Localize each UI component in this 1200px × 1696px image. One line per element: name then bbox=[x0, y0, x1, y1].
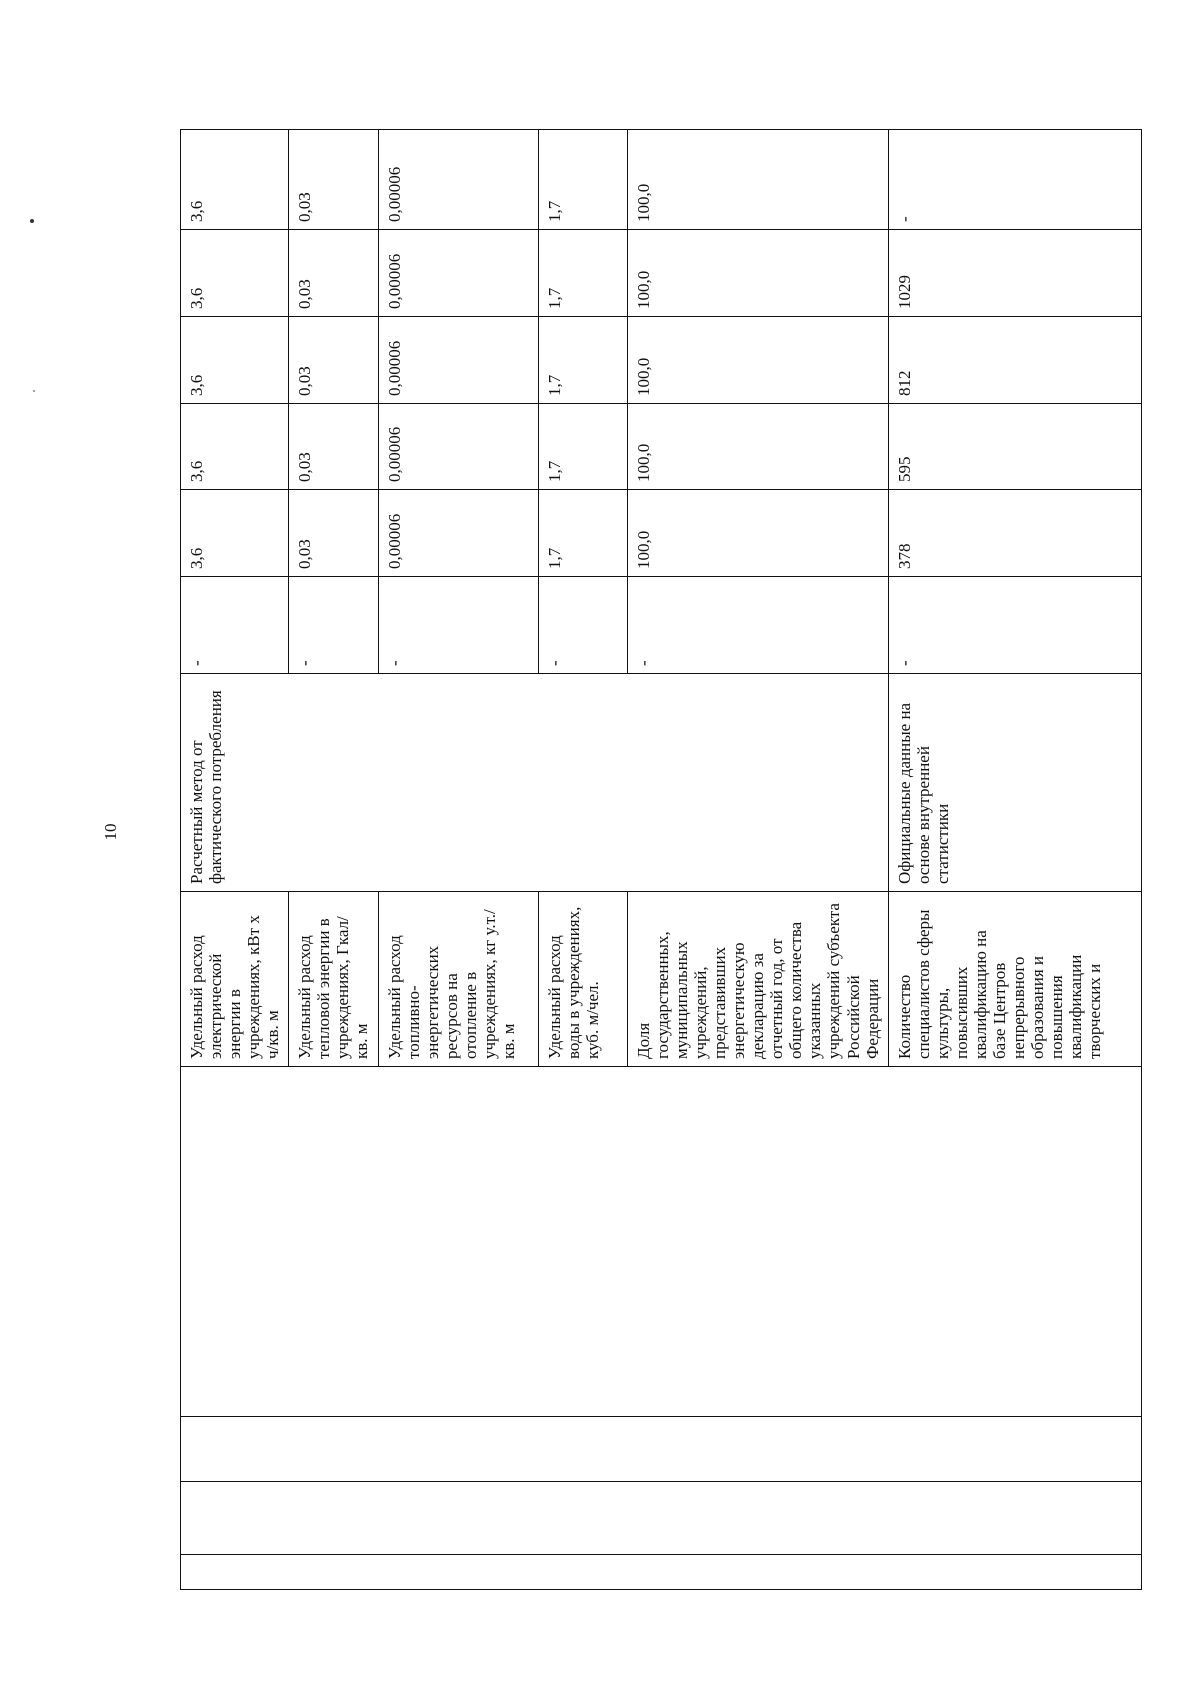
value-cell: 595 bbox=[888, 404, 1141, 490]
value-cell: 812 bbox=[888, 317, 1141, 404]
value-cell: - bbox=[539, 577, 628, 674]
scan-speck bbox=[30, 219, 34, 223]
value-cell: 100,0 bbox=[628, 404, 888, 490]
value-cell: 1,7 bbox=[539, 230, 628, 317]
indicator-cell: Удельный расход топливно-энергетических ресурсов на отопление в учреждениях, кг у.т./кв. м bbox=[379, 892, 539, 1067]
empty-cell bbox=[181, 1417, 1142, 1482]
value-cell: 100,0 bbox=[628, 317, 888, 404]
indicator-cell: Удельный расход воды в учреждениях, куб. м/чел. bbox=[539, 892, 628, 1067]
empty-cell bbox=[181, 1067, 1142, 1417]
value-cell: 0,03 bbox=[289, 317, 379, 404]
value-cell: 100,0 bbox=[628, 490, 888, 577]
value-cell: 0,00006 bbox=[379, 404, 539, 490]
value-cell: - bbox=[888, 130, 1141, 230]
value-cell: 3,6 bbox=[181, 230, 289, 317]
value-cell: - bbox=[289, 577, 379, 674]
value-cell: 1,7 bbox=[539, 317, 628, 404]
value-cell: 100,0 bbox=[628, 230, 888, 317]
rotated-table-container bbox=[180, 130, 1125, 1590]
value-cell: - bbox=[181, 577, 289, 674]
value-cell: 0,00006 bbox=[379, 230, 539, 317]
value-cell: 3,6 bbox=[181, 317, 289, 404]
value-cell: 3,6 bbox=[181, 130, 289, 230]
value-cell: 0,03 bbox=[289, 130, 379, 230]
page-number: 10 bbox=[101, 823, 120, 841]
empty-cell bbox=[181, 1555, 1142, 1590]
value-cell: 3,6 bbox=[181, 490, 289, 577]
indicator-cell: Количество специалистов сферы культуры, повысивших квалификацию на базе Центров непрерывного образования и повышения квалификации творческих и bbox=[888, 892, 1141, 1067]
value-cell: 3,6 bbox=[181, 404, 289, 490]
method-cell: Официальные данные на основе внутренней статистики bbox=[888, 674, 1141, 892]
value-cell: - bbox=[628, 577, 888, 674]
empty-cell bbox=[181, 1482, 1142, 1555]
value-cell: - bbox=[379, 577, 539, 674]
indicator-cell: Доля государственных, муниципальных учреждений, представивших энергетическую декларацию за отчетный год, от общего количества указанных учреждений субъекта Российской Федерации bbox=[628, 892, 888, 1067]
value-cell: 100,0 bbox=[628, 130, 888, 230]
scan-speck bbox=[33, 390, 35, 392]
value-cell: 1,7 bbox=[539, 490, 628, 577]
value-cell: 0,03 bbox=[289, 404, 379, 490]
method-cell: Расчетный метод от фактического потребления bbox=[181, 674, 889, 892]
value-cell: 0,00006 bbox=[379, 130, 539, 230]
value-cell: - bbox=[888, 577, 1141, 674]
value-cell: 0,03 bbox=[289, 490, 379, 577]
indicators-table bbox=[180, 129, 1142, 1590]
indicator-cell: Удельный расход электрической энергии в учреждениях, кВт х ч/кв. м bbox=[181, 892, 289, 1067]
value-cell: 0,00006 bbox=[379, 490, 539, 577]
indicator-cell: Удельный расход тепловой энергии в учреждениях, Гкал/кв. м bbox=[289, 892, 379, 1067]
value-cell: 1,7 bbox=[539, 130, 628, 230]
value-cell: 0,00006 bbox=[379, 317, 539, 404]
value-cell: 378 bbox=[888, 490, 1141, 577]
value-cell: 1029 bbox=[888, 230, 1141, 317]
value-cell: 1,7 bbox=[539, 404, 628, 490]
table-row bbox=[181, 130, 289, 1590]
value-cell: 0,03 bbox=[289, 230, 379, 317]
